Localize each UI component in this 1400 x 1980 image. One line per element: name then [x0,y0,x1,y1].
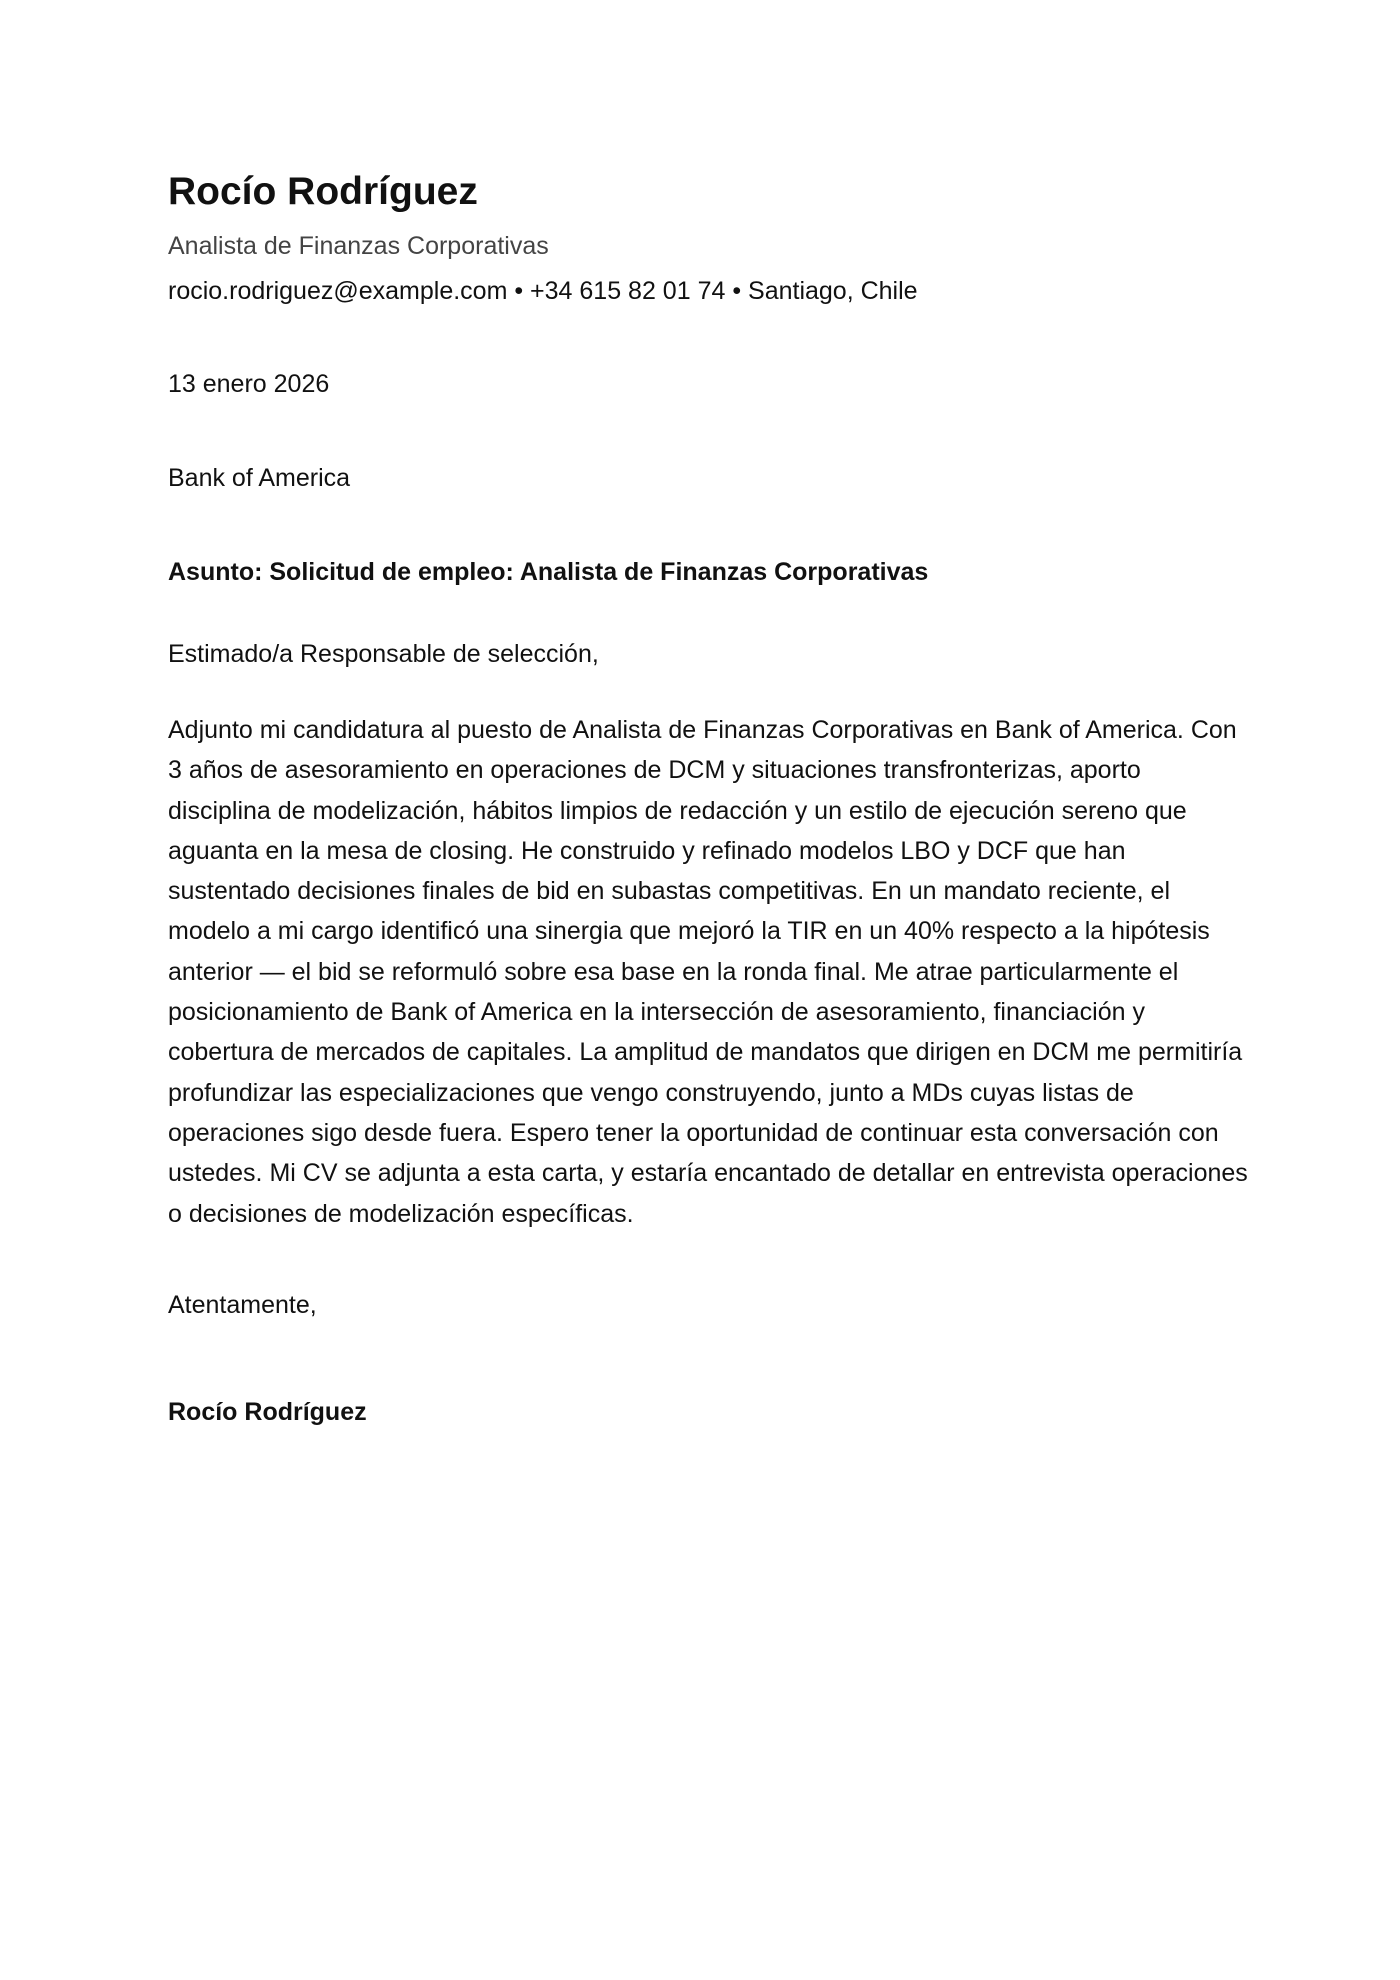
salutation: Estimado/a Responsable de selección, [168,640,599,668]
letter-date: 13 enero 2026 [168,370,330,398]
subject-line: Asunto: Solicitud de empleo: Analista de Finanzas Corporativas [168,558,929,586]
signature: Rocío Rodríguez [168,1398,367,1426]
closing: Atentamente, [168,1291,317,1319]
sender-name: Rocío Rodríguez [168,170,478,213]
recipient: Bank of America [168,464,351,492]
sender-title: Analista de Finanzas Corporativas [168,232,549,260]
letter-body: Adjunto mi candidatura al puesto de Analista de Finanzas Corporativas en Bank of America. Con 3 años de asesoramiento en operaciones de DCM y situaciones transfronterizas, aporto disciplina de modelización, hábitos limpios de redacción y un estilo de ejecución sereno que aguanta en la mesa de closing. He construido y refinado modelos LBO y DCF que han sustentado decisiones finales de bid en subastas competitivas. En un mandato reciente, el modelo a mi cargo identificó una sinergia que mejoró la TIR en un 40% respecto a la hipótesis anterior — el bid se reformuló sobre esa base en la ronda final. Me atrae particularmente el posicionamiento de Bank of America en la intersección de asesoramiento, financiación y cobertura de mercados de capitales. La amplitud de mandatos que dirigen en DCM me permitiría profundizar las especializaciones que vengo construyendo, junto a MDs cuyas listas de operaciones sigo desde fuera. Espero tener la oportunidad de continuar esta conversación con ustedes. Mi CV se adjunta a esta carta, y estaría encantado de detallar en entrevista operaciones o decisiones de modelización específicas. [168,716,1248,1228]
sender-contact: rocio.rodriguez@example.com • +34 615 82 01 74 • Santiago, Chile [168,277,918,305]
